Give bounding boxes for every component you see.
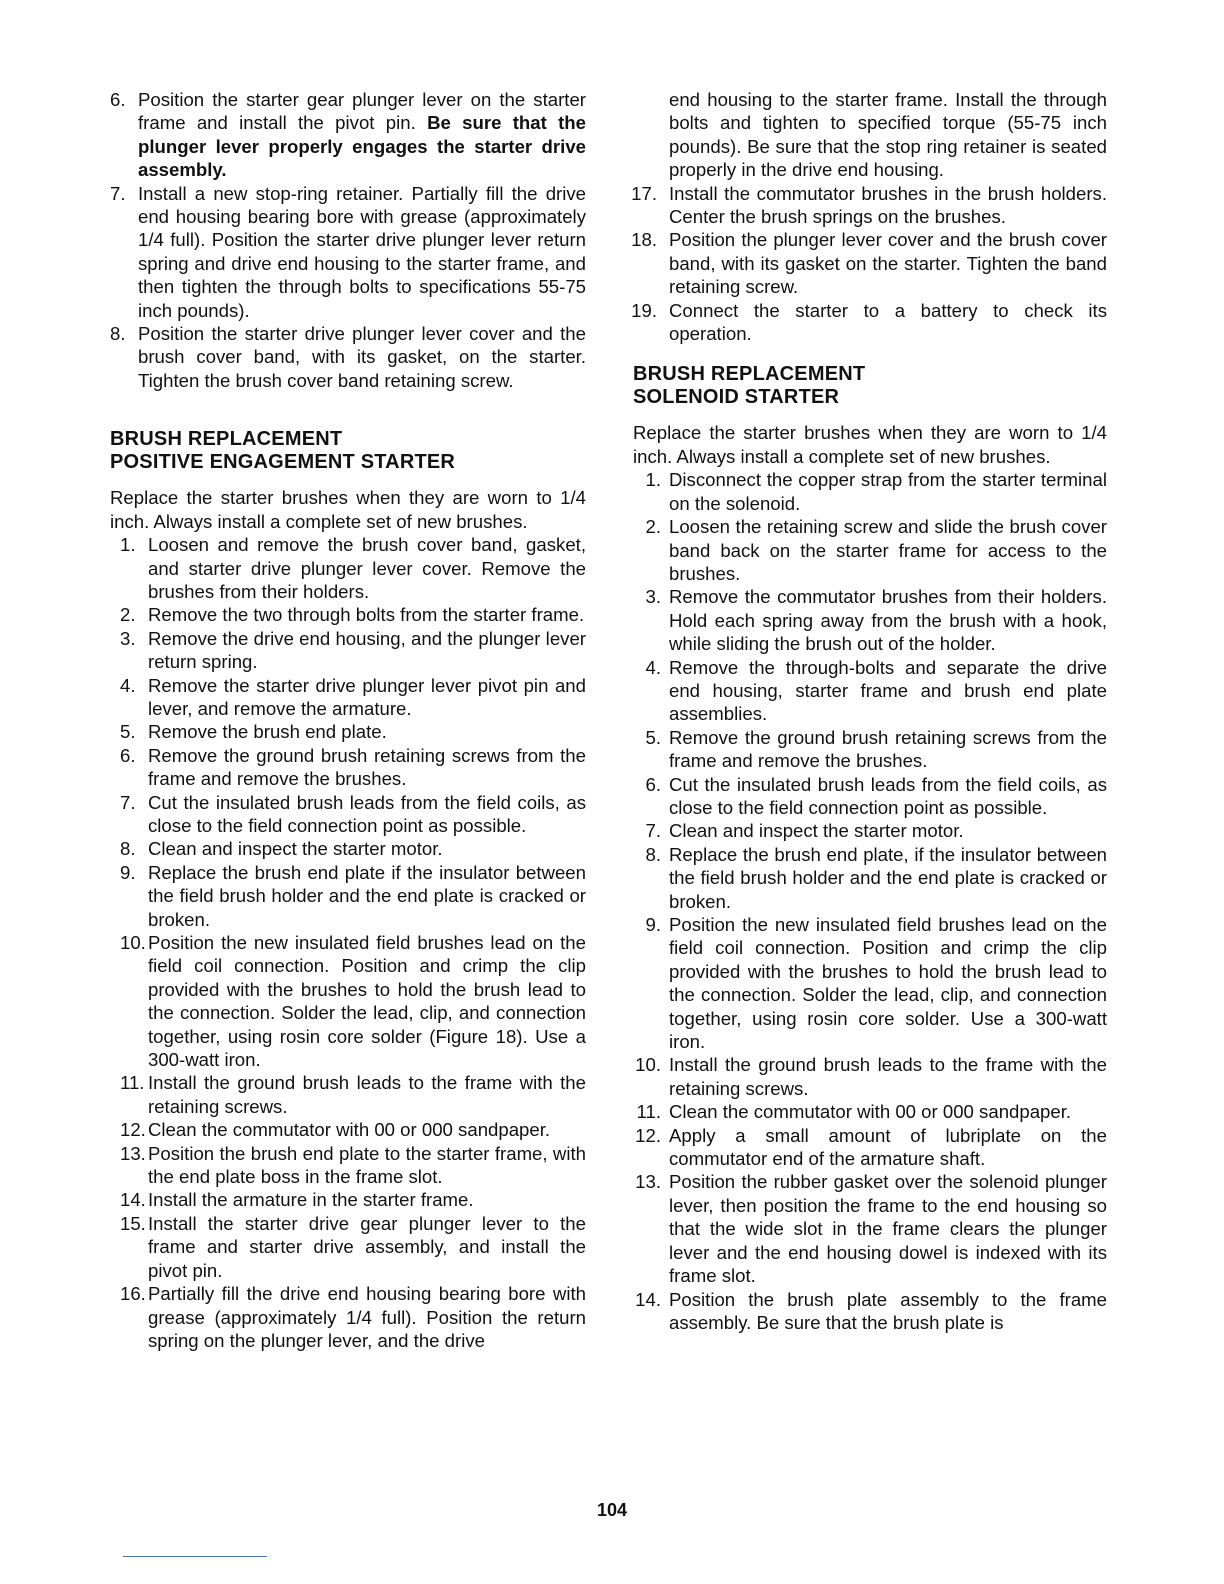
list-item [633,1100,1107,1123]
step-number: 15. [120,1212,146,1234]
list-item [110,1282,586,1352]
step-number: 18. [631,229,657,251]
step-number: 8. [120,838,136,860]
step-text: Cut the insulated brush leads from the field coils, as close to the field connection point as possible. [148,791,586,836]
list-item [633,726,1107,773]
list-item [110,837,586,860]
list-item [110,533,586,603]
step-text: Apply a small amount of lubriplate on the commutator end of the armature shaft. [669,1124,1107,1170]
step-text: Position the new insulated field brushes lead on the field coil connection. Position and crimp the clip provided with the brushes to hold the brush lead to the connection. Solder the lead, clip, and connection together, using rosin core solder (Figure 18). Use a 300-watt iron. [148,932,586,1071]
page-number: 104 [596,1500,628,1520]
step-text: Install a new stop-ring retainer. Partially fill the drive end housing bearing bore with grease (approximately 1/4 full). Position the starter drive plunger lever return spring and drive end housing to the starter frame, and then tighten the through bolts to specifications 55-75 inch pounds). [138,182,586,321]
solenoid-steps [633,468,1107,1334]
step-number: 7. [120,791,136,813]
step-number: 6. [110,89,126,110]
step-text: Install the ground brush leads to the frame with the retaining screws. [669,1054,1107,1099]
step-number: 1. [645,469,661,491]
list-item [633,182,1107,229]
list-item [633,1170,1107,1287]
step-text: Remove the drive end housing, and the plunger lever return spring. [148,627,586,673]
step-number: 1. [120,534,136,556]
step-number: 13. [120,1142,146,1164]
list-item [110,1188,586,1211]
step-text: Install the armature in the starter frame. [148,1189,474,1211]
list-item [633,1124,1107,1171]
list-item [110,1071,586,1118]
step-text: Remove the starter drive plunger lever pivot pin and lever, and remove the armature. [148,674,586,719]
step-text: Cut the insulated brush leads from the field coils, as close to the field connection point as possible. [669,773,1107,818]
step-text: Remove the brush end plate. [148,721,387,743]
list-item [633,585,1107,655]
step-text: Loosen and remove the brush cover band, gasket, and starter drive plunger lever cover. Remove the brushes from their holders. [148,534,586,602]
list-item [633,819,1107,842]
step-text: Position the brush end plate to the starter frame, with the end plate boss in the frame slot. [148,1142,586,1188]
step-emphasis: Be sure that the plunger lever properly engages the starter drive assembly. [138,112,587,181]
step-number: 10. [120,932,146,953]
list-item [633,515,1107,585]
continued-step-16-text: end housing to the starter frame. Install the through bolts and tighten to specified torque (55-75 inch pounds). Be sure that the stop ring retainer is seated properly in the drive end housing. [669,89,1107,181]
heading-line-2: POSITIVE ENGAGEMENT STARTER [110,451,456,474]
step-text: Loosen the retaining screw and slide the brush cover band back on the starter frame for access to the brushes. [669,516,1107,584]
list-item [110,627,586,674]
section-intro: Replace the starter brushes when they are worn to 1/4 inch. Always install a complete set of new brushes. [633,422,1107,467]
step-number: 17. [631,182,657,204]
step-text: Clean the commutator with 00 or 000 sandpaper. [148,1119,551,1141]
step-text: Partially fill the drive end housing bearing bore with grease (approximately 1/4 full). Position the return spring on the plunger lever, and the drive [148,1283,586,1351]
list-item [633,468,1107,515]
list-item [110,322,586,392]
list-item [110,931,586,1071]
step-number: 3. [645,586,661,608]
list-item [633,1288,1107,1335]
step-text: Position the new insulated field brushes lead on the field coil connection. Position and crimp the clip provided with the brushes to hold the brush lead to the connection. Solder the lead, clip, and connection together, using rosin core solder. Use a 300-watt iron. [669,914,1107,1053]
step-number: 2. [645,516,661,538]
step-text: Remove the ground brush retaining screws from the frame and remove the brushes. [148,744,586,790]
step-number: 4. [120,674,136,696]
step-number: 16. [120,1283,146,1305]
list-item [110,744,586,791]
step-text: Position the rubber gasket over the solenoid plunger lever, then position the frame to the end housing so that the wide slot in the frame clears the plunger lever and the end housing dowel is indexed with its frame slot. [669,1171,1107,1287]
step-text: Remove the through-bolts and separate the drive end housing, starter frame and brush end plate assemblies. [669,656,1107,725]
step-number: 2. [120,604,136,626]
step-number: 7. [645,820,661,842]
list-item [110,1118,586,1141]
list-item [110,1212,586,1282]
step-number: 5. [645,726,661,748]
list-item [110,791,586,838]
step-text: Position the plunger lever cover and the brush cover band, with its gasket on the starter. Tighten the band retaining screw. [669,229,1107,298]
step-number: 9. [120,861,136,883]
list-item [110,1142,586,1189]
step-text: Clean and inspect the starter motor. [669,820,964,842]
step-text: Install the commutator brushes in the brush holders. Center the brush springs on the brushes. [669,182,1107,228]
list-item [633,773,1107,820]
list-item [110,861,586,931]
list-item [110,674,586,721]
right-column [633,88,1107,1334]
list-item [633,656,1107,726]
list-item [633,913,1107,1053]
positive-engagement-steps [110,533,586,1352]
step-number: 8. [110,323,126,345]
list-item [110,603,586,626]
step-number: 8. [645,843,661,865]
right-continued-steps [633,182,1107,346]
step-number: 6. [120,744,136,766]
step-text: Clean the commutator with 00 or 000 sandpaper. [669,1101,1072,1123]
step-text: Replace the brush end plate if the insulator between the field brush holder and the end plate is cracked or broken. [148,861,586,930]
step-text: Disconnect the copper strap from the starter terminal on the solenoid. [669,469,1107,514]
list-item [110,88,586,182]
list-item [633,228,1107,298]
step-text: Remove the commutator brushes from their holders. Hold each spring away from the brush with a hook, while sliding the brush out of the holder. [669,586,1107,655]
step-text: Clean and inspect the starter motor. [148,838,443,860]
step-number: 12. [120,1119,146,1141]
step-text: Replace the brush end plate, if the insulator between the field brush holder and the end plate is cracked or broken. [669,843,1107,912]
step-number: 6. [645,773,661,795]
step-text: Install the starter drive gear plunger lever to the frame and starter drive assembly, and install the pivot pin. [148,1212,586,1281]
list-item [633,1053,1107,1100]
step-number: 12. [635,1124,661,1146]
heading-line-1: BRUSH REPLACEMENT [633,363,866,386]
footer-rule [123,1556,267,1557]
heading-line-2: SOLENOID STARTER [633,386,840,409]
step-number: 19. [631,299,657,321]
list-item [110,720,586,743]
step-number: 11. [636,1101,661,1123]
heading-line-1: BRUSH REPLACEMENT [110,428,343,451]
step-text: Install the ground brush leads to the frame with the retaining screws. [148,1072,586,1117]
step-number: 4. [645,656,661,678]
step-number: 11. [120,1072,145,1094]
step-number: 5. [120,721,136,743]
step-number: 13. [635,1171,661,1193]
section-intro: Replace the starter brushes when they are worn to 1/4 inch. Always install a complete set of new brushes. [110,487,586,532]
step-text: Connect the starter to a battery to check its operation. [669,299,1107,345]
section-heading-positive-engagement [110,428,586,474]
list-item [633,299,1107,346]
step-number: 10. [635,1054,661,1076]
step-number: 3. [120,627,136,649]
step-number: 14. [120,1189,146,1211]
list-item [110,182,586,322]
step-text: Position the brush plate assembly to the frame assembly. Be sure that the brush plate is [669,1288,1107,1333]
step-number: 7. [110,182,126,204]
step-text: Remove the two through bolts from the starter frame. [148,604,585,626]
section-heading-solenoid [633,363,1107,409]
step-text: Position the starter gear plunger lever on the starter frame and install the pivot pin. [138,89,586,134]
left-column [110,88,586,1352]
step-number: 14. [635,1288,661,1310]
left-continued-steps [110,88,586,392]
step-text: Remove the ground brush retaining screws from the frame and remove the brushes. [669,726,1107,772]
step-number: 9. [645,914,661,935]
step-text: Position the starter drive plunger lever cover and the brush cover band, with its gasket, on the starter. Tighten the brush cover band retaining screw. [138,323,586,391]
list-item [633,843,1107,913]
